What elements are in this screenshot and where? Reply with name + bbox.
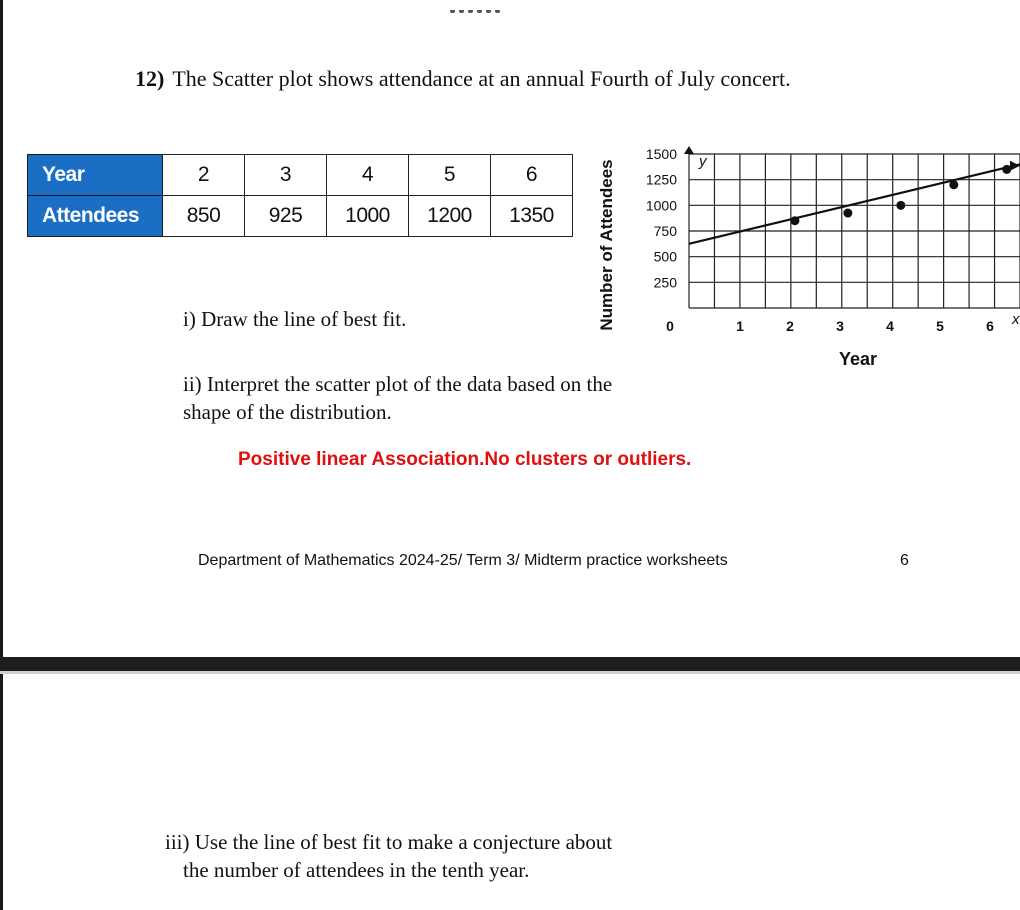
table-row-year — [28, 155, 573, 196]
data-point — [843, 209, 852, 218]
table-cell: 1000 — [327, 196, 409, 237]
table-cell: 850 — [163, 196, 245, 237]
part-ii-line1: ii) Interpret the scatter plot of the data based on the — [183, 372, 613, 396]
x-axis-letter: x — [1012, 311, 1020, 328]
x-tick-label: 5 — [936, 318, 944, 334]
y-axis-arrow — [684, 146, 694, 154]
table-cell: 4 — [327, 155, 409, 196]
table-cell: 3 — [245, 155, 327, 196]
y-tick-label: 1500 — [645, 146, 677, 162]
table-cell: 925 — [245, 196, 327, 237]
x-tick-label: 0 — [666, 318, 674, 334]
part-iii-line1: iii) Use the line of best fit to make a conjecture about — [165, 830, 613, 854]
table-header-attendees: Attendees — [28, 196, 163, 237]
data-table — [27, 154, 573, 237]
table-cell: 1200 — [409, 196, 491, 237]
page-left-edge — [0, 0, 3, 910]
y-axis-letter: y — [699, 153, 707, 170]
y-tick-label: 750 — [653, 223, 677, 239]
part-iii-line2: the number of attendees in the tenth year. — [183, 858, 530, 882]
data-point — [949, 180, 958, 189]
y-tick-label: 1250 — [645, 171, 677, 188]
y-tick-label: 1000 — [645, 197, 677, 214]
x-axis-title: Year — [838, 349, 878, 369]
table-cell: 5 — [409, 155, 491, 196]
x-tick-label: 3 — [836, 318, 844, 334]
table-row-attendees — [28, 196, 573, 237]
x-tick-label: 1 — [736, 318, 744, 334]
page-break — [0, 657, 1020, 674]
data-point — [896, 201, 905, 210]
footer-department: Department of Mathematics 2024-25/ Term 3/ Midterm practice worksheets — [198, 552, 728, 569]
y-tick-label: 250 — [653, 274, 677, 291]
table-cell: 6 — [491, 155, 573, 196]
y-tick-label: 500 — [653, 248, 677, 265]
answer-text: Positive linear Association.No clusters or outliers. — [238, 449, 692, 470]
scatter-chart — [590, 128, 1020, 378]
top-text-fragment — [450, 0, 520, 3]
question-text: The Scatter plot shows attendance at an annual Fourth of July concert. — [172, 66, 791, 91]
data-point — [1002, 165, 1011, 174]
best-fit-line — [689, 164, 1020, 244]
footer-page-number: 6 — [900, 552, 909, 569]
table-cell: 1350 — [491, 196, 573, 237]
question-12 — [135, 66, 791, 92]
question-number: 12) — [135, 66, 165, 91]
x-tick-label: 6 — [986, 318, 994, 334]
x-tick-label: 4 — [886, 318, 894, 334]
data-point — [790, 216, 799, 225]
part-i-text: i) Draw the line of best fit. — [183, 307, 407, 331]
x-tick-label: 2 — [786, 318, 794, 334]
part-ii-line2: shape of the distribution. — [183, 400, 392, 424]
table-cell: 2 — [163, 155, 245, 196]
y-axis-title: Number of Attendees — [597, 159, 616, 331]
table-header-year: Year — [28, 155, 163, 196]
